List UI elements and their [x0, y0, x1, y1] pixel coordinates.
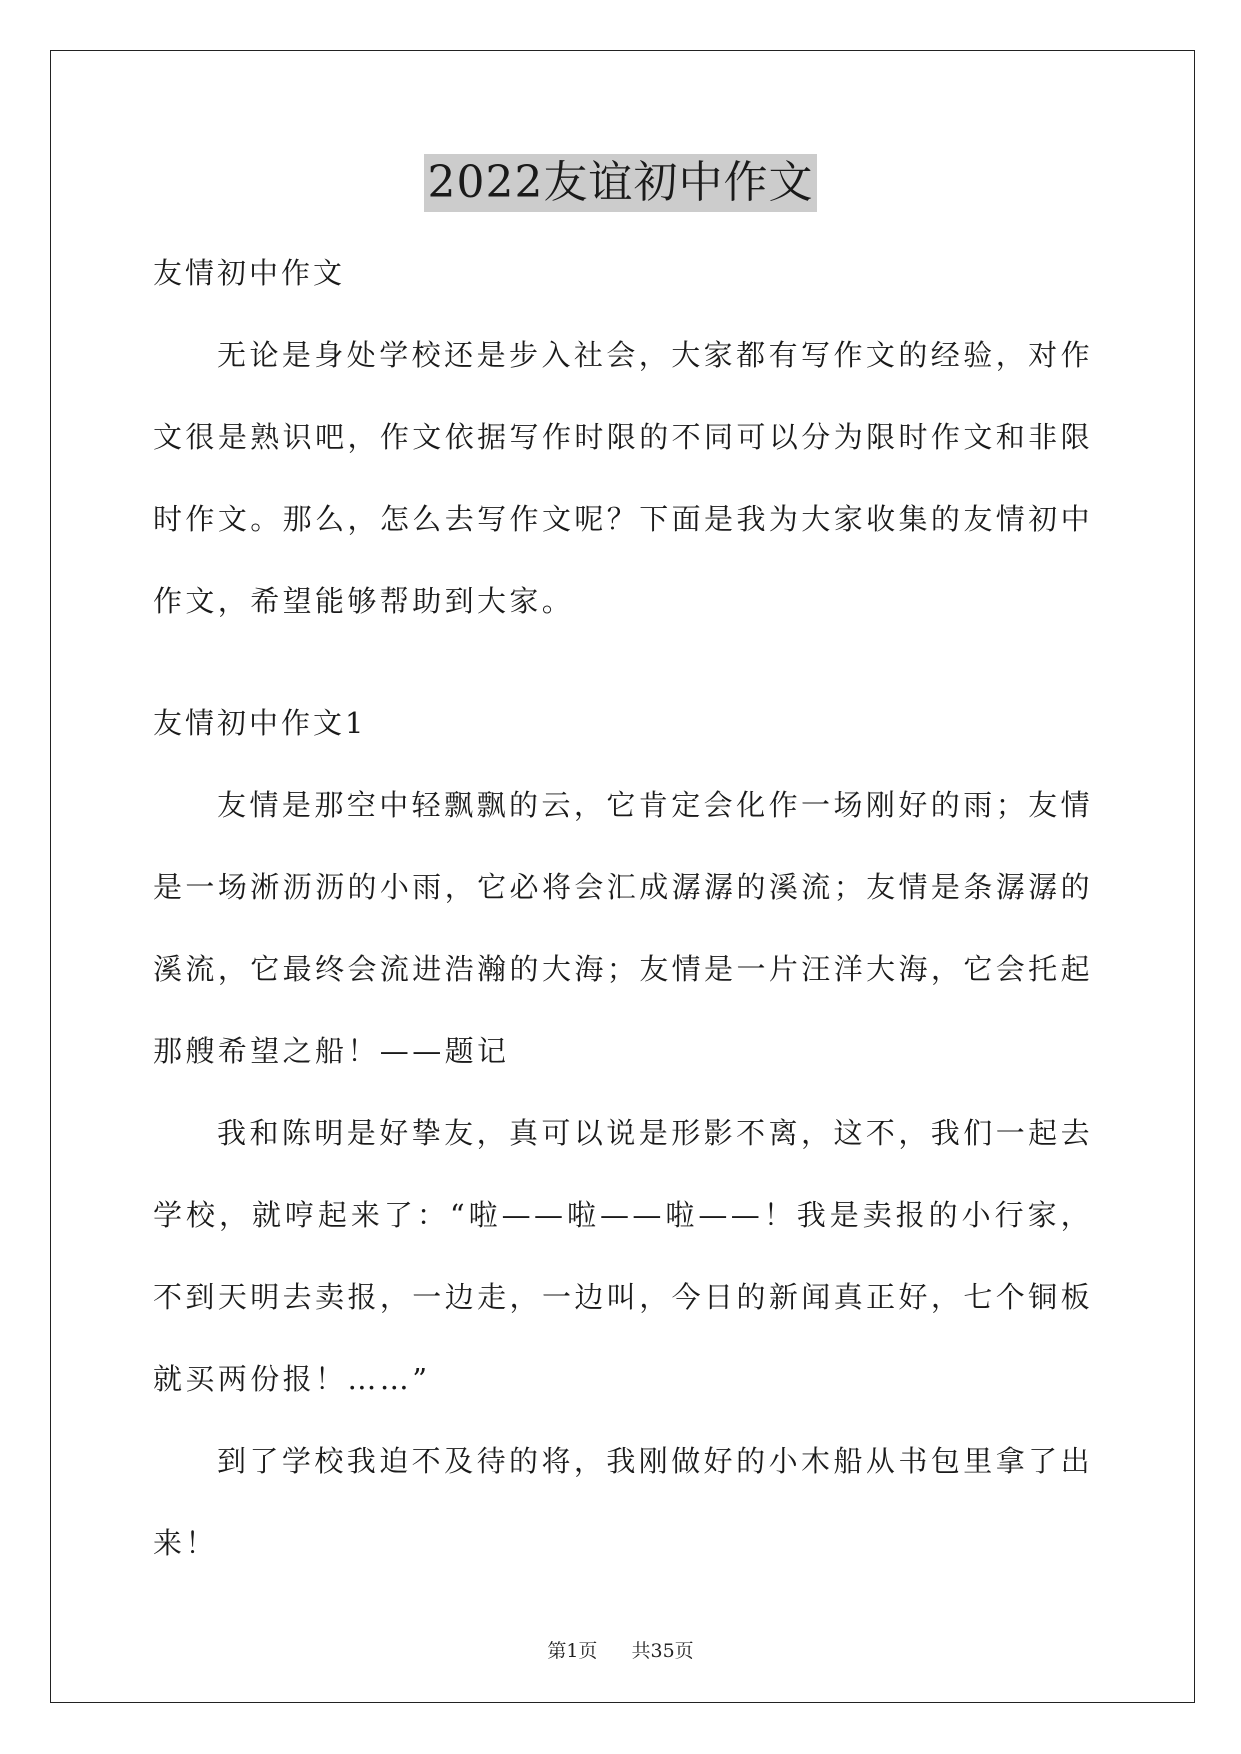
intro-heading: 友情初中作文: [153, 256, 346, 290]
body-paragraph-3: 到了学校我迫不及待的将，我刚做好的小木船从书包里拿了出来！: [153, 1444, 1093, 1560]
page-total: 共35页: [631, 1640, 694, 1662]
body-paragraph-2: 我和陈明是好挚友，真可以说是形影不离，这不，我们一起去学校，就哼起来了：“啦——啦——啦——！我是卖报的小行家，不到天明去卖报，一边走，一边叫，今日的新闻真正好，七个铜板就买两份报！……”: [153, 1116, 1093, 1396]
intro-paragraph: 无论是身处学校还是步入社会，大家都有写作文的经验，对作文很是熟识吧，作文依据写作时限的不同可以分为限时作文和非限时作文。那么，怎么去写作文呢？下面是我为大家收集的友情初中作文，希望能够帮助到大家。: [153, 338, 1093, 618]
body-paragraph-1: 友情是那空中轻飘飘的云，它肯定会化作一场刚好的雨；友情是一场淅沥沥的小雨，它必将会汇成潺潺的溪流；友情是条潺潺的溪流，它最终会流进浩瀚的大海；友情是一片汪洋大海，它会托起那艘希望之船！——题记: [153, 788, 1093, 1068]
document-title: [0, 154, 1241, 212]
section-heading: 友情初中作文1: [153, 706, 367, 740]
page-footer: [0, 1636, 1241, 1663]
document-body: [153, 232, 1093, 1584]
document-title-text: 2022友谊初中作文: [424, 154, 818, 212]
page-number: 第1页: [547, 1640, 598, 1662]
